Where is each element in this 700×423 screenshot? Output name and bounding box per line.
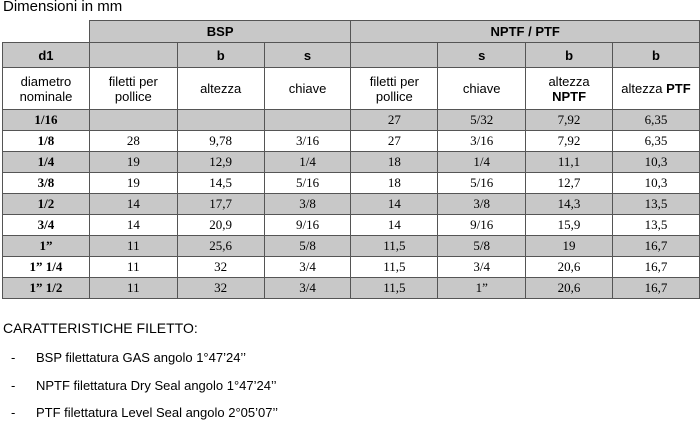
desc-altezza-nptf: altezza NPTF xyxy=(526,68,613,110)
cell-altezza-ptf: 16,7 xyxy=(612,257,699,278)
cell-filetti-bsp xyxy=(89,110,177,131)
cell-filetti-bsp: 11 xyxy=(89,278,177,299)
cell-chiave-bsp: 3/4 xyxy=(264,278,351,299)
desc-altezza-ptf: altezza PTF xyxy=(612,68,699,110)
cell-d1: 1/2 xyxy=(3,194,90,215)
cell-altezza-bsp: 25,6 xyxy=(177,236,264,257)
note-item: - PTF filettatura Level Seal angolo 2°05’07’’ xyxy=(11,405,278,420)
page-title: Dimensioni in mm xyxy=(3,0,123,15)
cell-altezza-nptf: 12,7 xyxy=(526,173,613,194)
cell-d1: 1” xyxy=(3,236,90,257)
table-row xyxy=(3,194,700,215)
cell-filetti-nptf: 14 xyxy=(351,194,438,215)
cell-chiave-nptf: 1/4 xyxy=(438,152,526,173)
note-item: - BSP filettatura GAS angolo 1°47’24’’ xyxy=(11,350,246,365)
cell-altezza-bsp: 14,5 xyxy=(177,173,264,194)
bullet-dash: - xyxy=(11,378,16,393)
cell-altezza-nptf: 15,9 xyxy=(526,215,613,236)
desc-diametro-nominale: diametro nominale xyxy=(3,68,90,110)
cell-d1: 1/4 xyxy=(3,152,90,173)
cell-filetti-bsp: 11 xyxy=(89,257,177,278)
cell-filetti-bsp: 28 xyxy=(89,131,177,152)
cell-d1: 1” 1/4 xyxy=(3,257,90,278)
cell-altezza-bsp: 12,9 xyxy=(177,152,264,173)
cell-altezza-ptf: 16,7 xyxy=(612,278,699,299)
cell-altezza-bsp: 32 xyxy=(177,278,264,299)
bullet-dash: - xyxy=(11,350,16,365)
cell-chiave-nptf: 3/8 xyxy=(438,194,526,215)
cell-altezza-ptf: 10,3 xyxy=(612,173,699,194)
cell-chiave-nptf: 3/16 xyxy=(438,131,526,152)
cell-chiave-nptf: 5/32 xyxy=(438,110,526,131)
cell-chiave-bsp: 1/4 xyxy=(264,152,351,173)
cell-chiave-bsp: 3/4 xyxy=(264,257,351,278)
cell-filetti-nptf: 27 xyxy=(351,131,438,152)
cell-altezza-ptf: 10,3 xyxy=(612,152,699,173)
cell-chiave-nptf: 9/16 xyxy=(438,215,526,236)
cell-altezza-nptf: 20,6 xyxy=(526,278,613,299)
cell-filetti-bsp: 19 xyxy=(89,173,177,194)
table-row xyxy=(3,215,700,236)
header-b-nptf: b xyxy=(526,43,613,68)
cell-altezza-ptf: 13,5 xyxy=(612,194,699,215)
cell-filetti-nptf: 18 xyxy=(351,173,438,194)
header-s-bsp: s xyxy=(264,43,351,68)
cell-altezza-bsp: 20,9 xyxy=(177,215,264,236)
table-row xyxy=(3,278,700,299)
desc-altezza-bsp: altezza xyxy=(177,68,264,110)
cell-altezza-ptf: 16,7 xyxy=(612,236,699,257)
cell-altezza-bsp: 17,7 xyxy=(177,194,264,215)
cell-chiave-nptf: 5/8 xyxy=(438,236,526,257)
cell-d1: 1/16 xyxy=(3,110,90,131)
dimensions-table xyxy=(2,20,700,299)
cell-chiave-bsp: 5/8 xyxy=(264,236,351,257)
group-header-nptf-ptf: NPTF / PTF xyxy=(351,21,700,43)
cell-filetti-bsp: 14 xyxy=(89,215,177,236)
cell-filetti-bsp: 14 xyxy=(89,194,177,215)
cell-filetti-nptf: 27 xyxy=(351,110,438,131)
cell-d1: 3/4 xyxy=(3,215,90,236)
header-empty-bsp xyxy=(89,43,177,68)
cell-altezza-nptf: 11,1 xyxy=(526,152,613,173)
cell-chiave-bsp: 3/8 xyxy=(264,194,351,215)
cell-filetti-bsp: 19 xyxy=(89,152,177,173)
cell-chiave-bsp xyxy=(264,110,351,131)
desc-chiave-bsp: chiave xyxy=(264,68,351,110)
table-row xyxy=(3,257,700,278)
cell-chiave-nptf: 3/4 xyxy=(438,257,526,278)
cell-altezza-nptf: 20,6 xyxy=(526,257,613,278)
cell-filetti-nptf: 14 xyxy=(351,215,438,236)
description-row xyxy=(3,68,700,110)
notes-title: CARATTERISTICHE FILETTO: xyxy=(3,320,198,336)
desc-chiave-nptf: chiave xyxy=(438,68,526,110)
cell-altezza-bsp xyxy=(177,110,264,131)
cell-chiave-nptf: 1” xyxy=(438,278,526,299)
cell-altezza-ptf: 6,35 xyxy=(612,110,699,131)
cell-filetti-bsp: 11 xyxy=(89,236,177,257)
cell-altezza-nptf: 14,3 xyxy=(526,194,613,215)
desc-filetti-bsp: filetti per pollice xyxy=(89,68,177,110)
cell-chiave-bsp: 9/16 xyxy=(264,215,351,236)
cell-filetti-nptf: 11,5 xyxy=(351,278,438,299)
table-row xyxy=(3,110,700,131)
cell-filetti-nptf: 11,5 xyxy=(351,257,438,278)
header-d1: d1 xyxy=(3,43,90,68)
cell-altezza-bsp: 32 xyxy=(177,257,264,278)
table-row xyxy=(3,152,700,173)
group-header-bsp: BSP xyxy=(89,21,351,43)
table-row xyxy=(3,236,700,257)
cell-altezza-ptf: 6,35 xyxy=(612,131,699,152)
cell-chiave-bsp: 5/16 xyxy=(264,173,351,194)
desc-filetti-nptf: filetti per pollice xyxy=(351,68,438,110)
table-row xyxy=(3,173,700,194)
cell-altezza-ptf: 13,5 xyxy=(612,215,699,236)
cell-d1: 1/8 xyxy=(3,131,90,152)
cell-d1: 1” 1/2 xyxy=(3,278,90,299)
cell-filetti-nptf: 11,5 xyxy=(351,236,438,257)
cell-altezza-nptf: 19 xyxy=(526,236,613,257)
header-s-nptf: s xyxy=(438,43,526,68)
cell-altezza-nptf: 7,92 xyxy=(526,110,613,131)
cell-filetti-nptf: 18 xyxy=(351,152,438,173)
cell-chiave-nptf: 5/16 xyxy=(438,173,526,194)
cell-d1: 3/8 xyxy=(3,173,90,194)
header-b-bsp: b xyxy=(177,43,264,68)
header-empty-nptf xyxy=(351,43,438,68)
empty-corner-cell xyxy=(3,21,90,43)
table-row xyxy=(3,131,700,152)
cell-altezza-bsp: 9,78 xyxy=(177,131,264,152)
bullet-dash: - xyxy=(11,405,16,420)
cell-altezza-nptf: 7,92 xyxy=(526,131,613,152)
cell-chiave-bsp: 3/16 xyxy=(264,131,351,152)
note-item: - NPTF filettatura Dry Seal angolo 1°47’24’’ xyxy=(11,378,277,393)
header-b-ptf: b xyxy=(612,43,699,68)
